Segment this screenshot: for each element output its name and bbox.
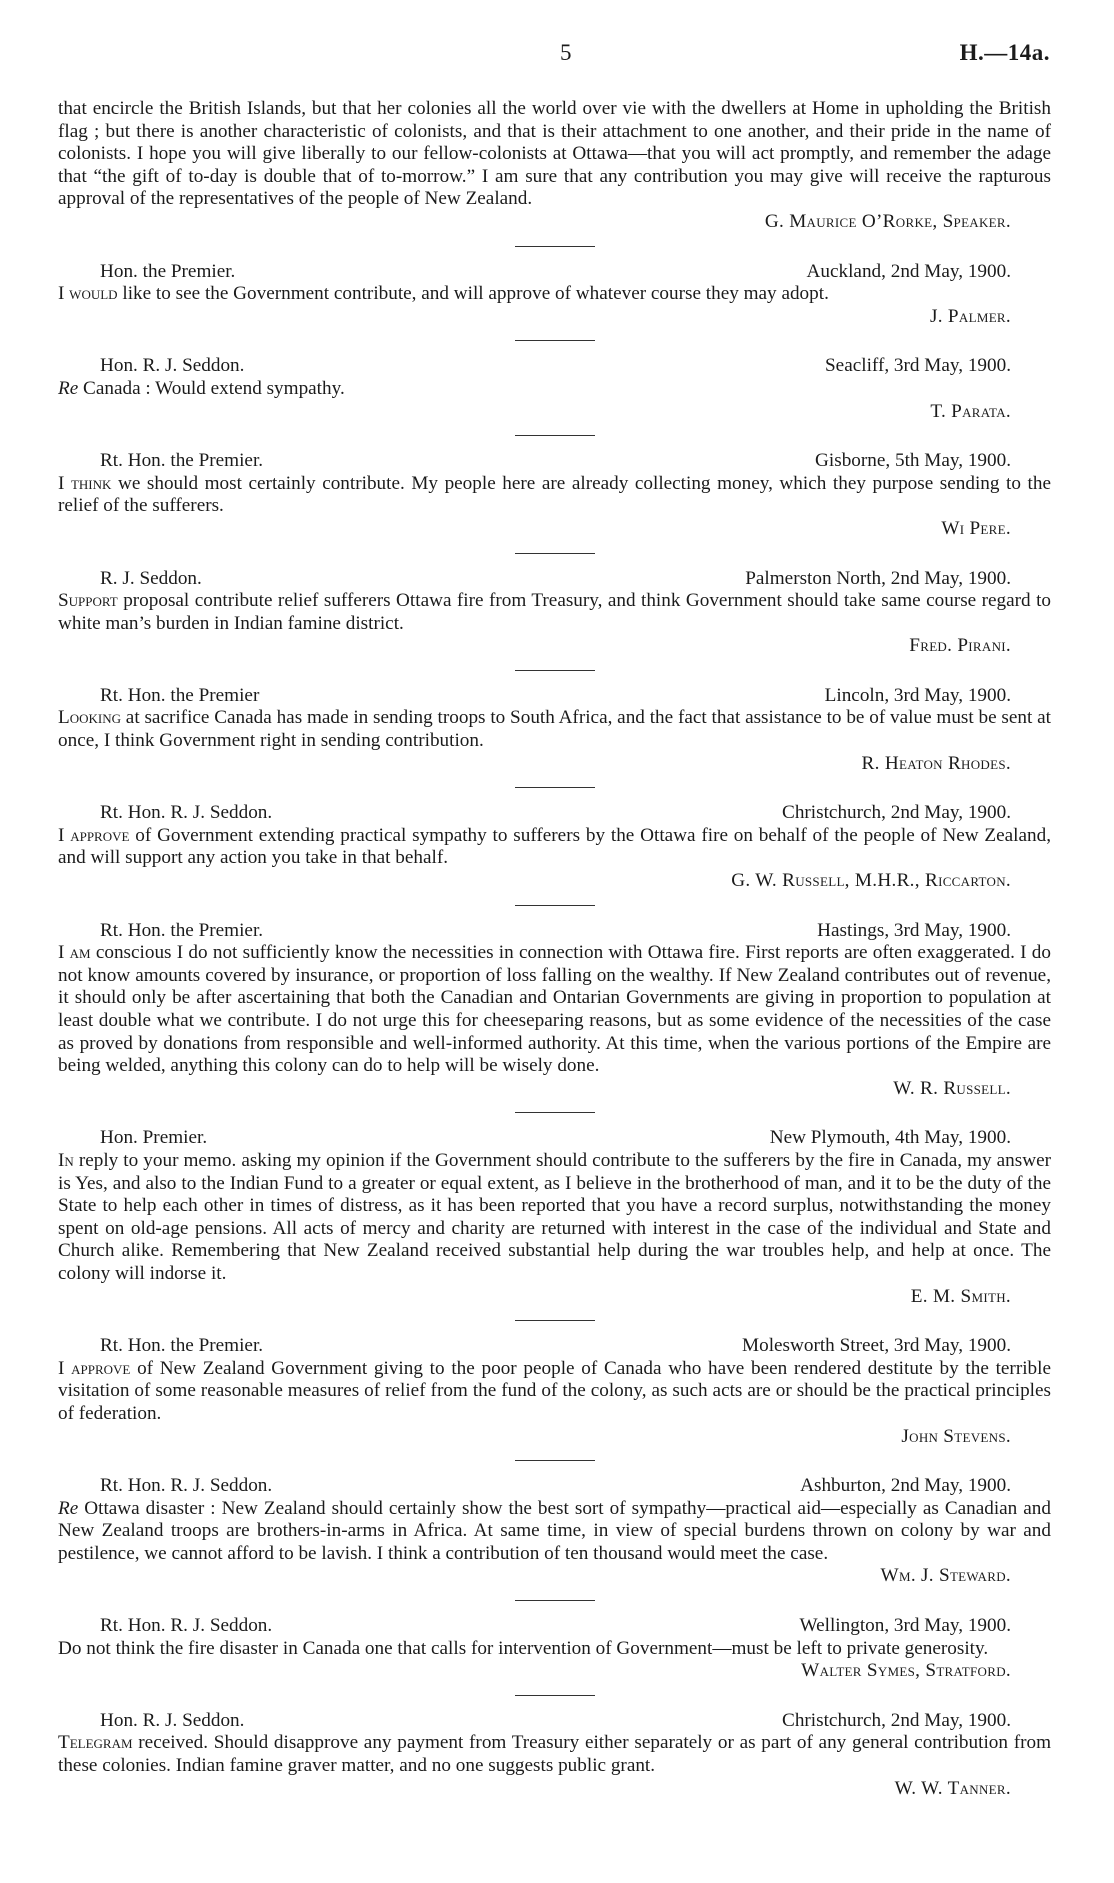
section-divider <box>515 1600 595 1601</box>
telegram-entry <box>58 685 1051 775</box>
addressee: Rt. Hon. the Premier. <box>100 450 264 472</box>
telegram-entry <box>58 802 1051 892</box>
telegram-heading <box>58 685 1051 708</box>
addressee: Hon. R. J. Seddon. <box>100 355 245 377</box>
telegram-text <box>58 283 1051 306</box>
place-date: Christchurch, 2nd May, 1900. <box>782 802 1011 824</box>
addressee: Hon. R. J. Seddon. <box>100 1709 245 1731</box>
telegram-text <box>58 1732 1051 1777</box>
lead-word: I would <box>58 283 118 305</box>
page-number: 5 <box>560 40 572 65</box>
signature: T. Parata. <box>930 400 1011 422</box>
telegram-entry <box>58 1335 1051 1448</box>
addressee: Hon. Premier. <box>100 1127 208 1149</box>
telegram-entry <box>58 1127 1051 1308</box>
lead-word: In <box>58 1149 74 1171</box>
signature: Fred. Pirani. <box>909 635 1011 657</box>
message-body: of New Zealand Government giving to the poor people of Canada who have been rendered destitute by the terrible visitation of some reasonable measures of relief from the fund of the colony, as such acts are or should be the practical principles of federation. <box>58 1357 1051 1424</box>
place-date: Wellington, 3rd May, 1900. <box>799 1615 1011 1637</box>
telegram-text <box>58 1150 1051 1286</box>
telegram-text <box>58 825 1051 870</box>
place-date: New Plymouth, 4th May, 1900. <box>769 1127 1011 1149</box>
lead-word: I approve <box>58 1357 131 1379</box>
telegram-heading <box>58 1127 1051 1150</box>
message-body: Ottawa disaster : New Zealand should certainly show the best sort of sympathy—practical aid—especially as Canadian and New Zealand troops are brothers-in-arms in Africa. At same time, in view of special burdens thrown on colony by war and pestilence, we cannot afford to be lavish. I think a contribution of ten thousand would meet the case. <box>58 1497 1051 1564</box>
lead-word: Looking <box>58 707 121 729</box>
telegram-text <box>58 1638 1051 1661</box>
section-divider <box>515 905 595 906</box>
intro-text: that encircle the British Islands, but that her colonies all the world over vie with the dwellers at Home in upholding the British flag ; but there is another characteristic of colonists, and that is their attachment to one another, and their pride in the name of colonists. I hope you will give liberally to our fellow-colonists at Ottawa—that you will act promptly, and remember the adage that “the gift of to-day is double that of to-morrow.” I am sure that any contribution you may give will receive the rapturous approval of the representatives of the people of New Zealand. <box>58 98 1051 210</box>
addressee: Rt. Hon. the Premier. <box>100 1335 264 1357</box>
telegram-entry <box>58 450 1051 540</box>
telegram-heading <box>58 802 1051 825</box>
place-date: Hastings, 3rd May, 1900. <box>817 919 1011 941</box>
telegram-entry <box>58 1710 1051 1800</box>
message-body: proposal contribute relief sufferers Ottawa fire from Treasury, and think Government should take same course regard to white man’s burden in Indian famine district. <box>58 590 1051 634</box>
telegram-list <box>58 261 1051 1801</box>
place-date: Lincoln, 3rd May, 1900. <box>824 684 1011 706</box>
place-date: Christchurch, 2nd May, 1900. <box>782 1709 1011 1731</box>
place-date: Auckland, 2nd May, 1900. <box>806 260 1011 282</box>
telegram-text <box>58 707 1051 752</box>
signature: E. M. Smith. <box>910 1285 1011 1307</box>
message-body: like to see the Government contribute, and will approve of whatever course they may adopt. <box>117 283 829 305</box>
message-body: at sacrifice Canada has made in sending troops to South Africa, and the fact that assistance to be of value must be sent at once, I think Government right in sending contribution. <box>58 707 1051 752</box>
telegram-text <box>58 1358 1051 1426</box>
signature: W. R. Russell. <box>893 1077 1011 1099</box>
addressee: Rt. Hon. R. J. Seddon. <box>100 802 273 824</box>
telegram-heading <box>58 450 1051 473</box>
section-divider <box>515 1460 595 1461</box>
message-body: Canada : Would extend sympathy. <box>78 377 345 399</box>
telegram-heading <box>58 1475 1051 1498</box>
message-body: Do not think the fire disaster in Canada one that calls for intervention of Government—must be left to private generosity. <box>58 1637 989 1659</box>
telegram-heading <box>58 1615 1051 1638</box>
section-divider <box>515 246 595 247</box>
section-divider <box>515 340 595 341</box>
lead-word: Support <box>58 590 118 612</box>
section-divider <box>515 435 595 436</box>
message-body: we should most certainly contribute. My people here are already collecting money, which they purpose sending to the relief of the sufferers. <box>58 472 1051 517</box>
addressee: Rt. Hon. R. J. Seddon. <box>100 1615 273 1637</box>
section-divider <box>515 787 595 788</box>
lead-word: I am <box>58 942 91 964</box>
telegram-entry <box>58 1475 1051 1588</box>
intro-signature: G. Maurice O’Rorke, Speaker. <box>764 210 1011 232</box>
signature: J. Palmer. <box>929 305 1011 327</box>
telegram-text <box>58 942 1051 1078</box>
signature: Wi Pere. <box>941 517 1011 539</box>
section-divider <box>515 553 595 554</box>
addressee: Hon. the Premier. <box>100 260 236 282</box>
place-date: Seacliff, 3rd May, 1900. <box>825 355 1011 377</box>
message-body: reply to your memo. asking my opinion if the Government should contribute to the sufferers by the fire in Canada, my answer is Yes, and also to the Indian Fund to a greater or equal extent, as I believe in the brotherhood of man, and it to be the duty of the State to help each other in times of distress, as it has been reported that you have a record surplus, notwithstanding the money spent on old-age pensions. All acts of mercy and charity are returned with interest in the case of the individual and State and Church alike. Remembering that New Zealand received substantial help during the war troubles help, and help at once. The colony will indorse it. <box>58 1149 1051 1284</box>
signature: W. W. Tanner. <box>894 1777 1011 1799</box>
telegram-heading <box>58 355 1051 378</box>
telegram-text <box>58 590 1051 635</box>
telegram-heading <box>58 568 1051 591</box>
signature: Wm. J. Steward. <box>880 1565 1011 1587</box>
signature: G. W. Russell, M.H.R., Riccarton. <box>731 870 1011 892</box>
signature: Walter Symes, Stratford. <box>801 1660 1011 1682</box>
page-header <box>0 40 1114 70</box>
lead-word: I approve <box>58 824 130 846</box>
telegram-entry <box>58 568 1051 658</box>
telegram-text <box>58 378 1051 401</box>
telegram-text <box>58 473 1051 518</box>
signature: John Stevens. <box>901 1425 1011 1447</box>
place-date: Palmerston North, 2nd May, 1900. <box>745 567 1011 589</box>
addressee: Rt. Hon. the Premier <box>100 684 260 706</box>
section-divider <box>515 1695 595 1696</box>
telegram-text <box>58 1498 1051 1566</box>
document-body <box>58 98 1051 1804</box>
addressee: Rt. Hon. R. J. Seddon. <box>100 1475 273 1497</box>
telegram-entry <box>58 355 1051 423</box>
intro-letter <box>58 98 1051 234</box>
lead-word: Telegram <box>58 1732 133 1754</box>
lead-word: Re <box>58 1497 79 1519</box>
telegram-entry <box>58 920 1051 1101</box>
telegram-heading <box>58 920 1051 943</box>
document-reference: H.—14a. <box>959 40 1050 65</box>
message-body: conscious I do not sufficiently know the necessities in connection with Ottawa fire. First reports are often exaggerated. I do not know amounts covered by insurance, or proportion of loss falling on the wealthy. If New Zealand contributes out of revenue, it should only be after ascertaining that both the Canadian and Ontarian Governments are giving in proportion to population at least double what we contribute. I do not urge this for cheeseparing reasons, but as some evidence of the necessities of the case as proved by donations from responsible and well-informed authority. At this time, when the various portions of the Empire are being welded, anything this colony can do to help will be wisely done. <box>58 942 1051 1077</box>
telegram-entry <box>58 261 1051 329</box>
telegram-heading <box>58 1710 1051 1733</box>
place-date: Gisborne, 5th May, 1900. <box>815 450 1011 472</box>
section-divider <box>515 1112 595 1113</box>
addressee: R. J. Seddon. <box>100 567 202 589</box>
place-date: Ashburton, 2nd May, 1900. <box>800 1475 1011 1497</box>
section-divider <box>515 670 595 671</box>
telegram-entry <box>58 1615 1051 1683</box>
lead-word: I think <box>58 472 112 494</box>
message-body: of Government extending practical sympathy to sufferers by the Ottawa fire on behalf of the people of New Zealand, and will support any action you take in that behalf. <box>58 824 1051 869</box>
telegram-heading <box>58 1335 1051 1358</box>
addressee: Rt. Hon. the Premier. <box>100 919 264 941</box>
place-date: Molesworth Street, 3rd May, 1900. <box>742 1335 1011 1357</box>
section-divider <box>515 1320 595 1321</box>
message-body: received. Should disapprove any payment from Treasury either separately or as part of any general contribution from these colonies. Indian famine graver matter, and no one suggests public grant. <box>58 1732 1051 1777</box>
signature: R. Heaton Rhodes. <box>861 752 1011 774</box>
lead-word: Re <box>58 377 79 399</box>
telegram-heading <box>58 261 1051 284</box>
